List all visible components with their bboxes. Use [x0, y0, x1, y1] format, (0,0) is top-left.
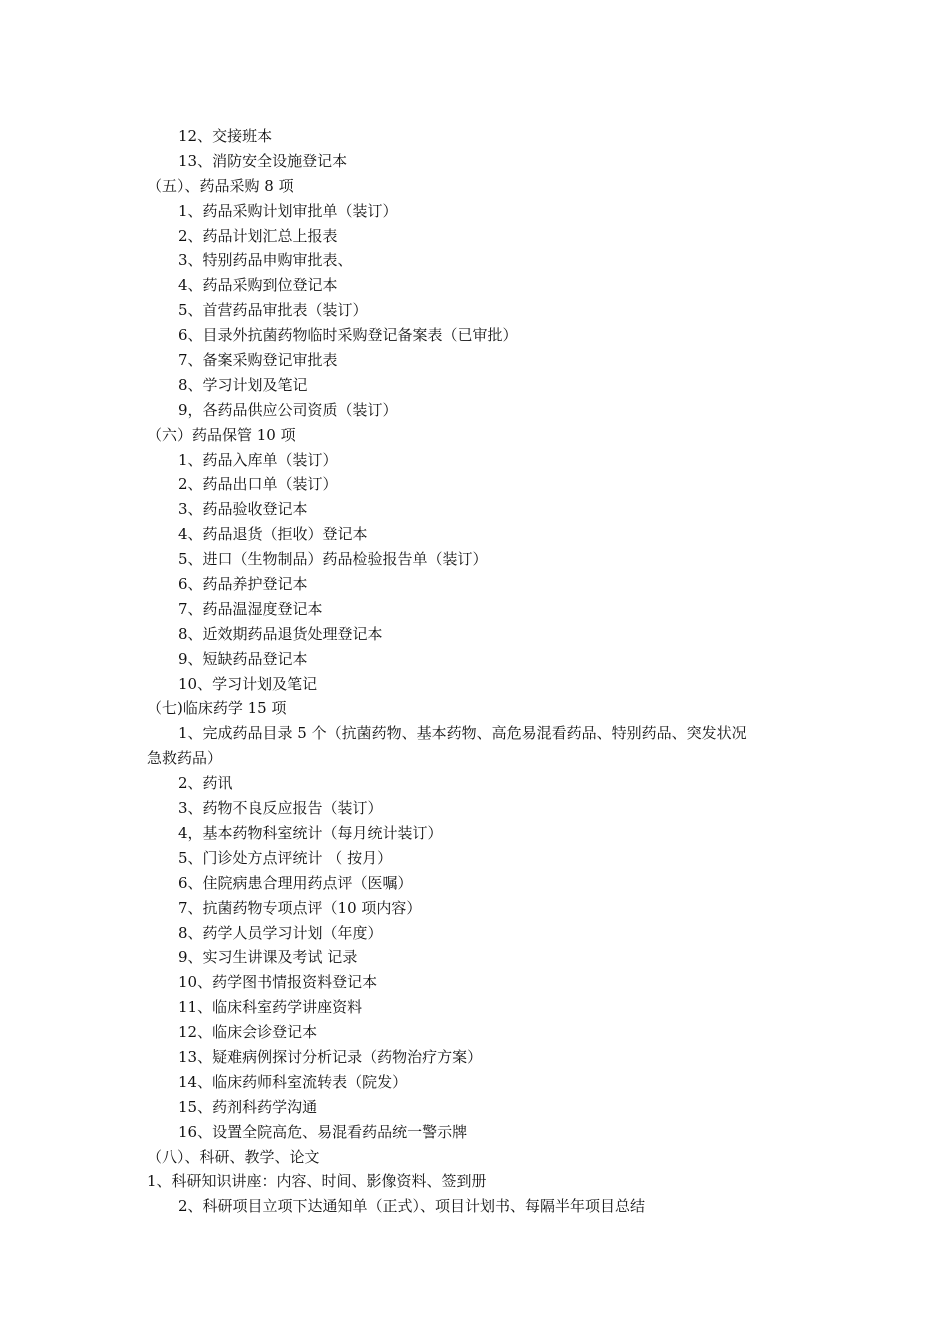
- list-item: 7、抗菌药物专项点评（10 项内容）: [178, 898, 422, 917]
- list-item: 3、药物不良反应报告（装订）: [178, 799, 383, 818]
- list-item: 7、备案采购登记审批表: [178, 351, 338, 370]
- section-heading: 1、科研知识讲座：内容、时间、影像资料、签到册: [147, 1172, 487, 1191]
- list-block-upper: [0, 124, 950, 721]
- list-item: 15、药剂科药学沟通: [178, 1097, 318, 1116]
- list-item: 10、学习计划及笔记: [178, 674, 318, 693]
- list-item: 3、药品验收登记本: [178, 500, 308, 519]
- list-item: 4、药品采购到位登记本: [178, 276, 338, 295]
- section-heading: （六）药品保管 10 项: [147, 425, 296, 444]
- list-item: 6、住院病患合理用药点评（医嘱）: [178, 873, 413, 892]
- list-block-lower: [0, 771, 950, 1219]
- list-item: 9、短缺药品登记本: [178, 649, 308, 668]
- list-item: 12、临床会诊登记本: [178, 1023, 318, 1042]
- list-item: 13、消防安全设施登记本: [178, 151, 348, 170]
- list-item: 8、近效期药品退货处理登记本: [178, 624, 383, 643]
- list-item: 8、药学人员学习计划（年度）: [178, 923, 383, 942]
- list-item: 9、实习生讲课及考试 记录: [178, 948, 358, 967]
- list-item: 14、临床药师科室流转表（院发）: [178, 1072, 408, 1091]
- list-item: 2、药讯: [178, 774, 233, 793]
- list-item-continuation: 急救药品）: [147, 749, 223, 768]
- list-item: 5、门诊处方点评统计 （ 按月）: [178, 848, 393, 867]
- list-item: 4，基本药物科室统计（每月统计装订）: [178, 823, 443, 842]
- list-item-text: 1、完成药品目录 5 个（抗菌药物、基本药物、高危易混看药品、特别药品、突发状况: [178, 724, 747, 743]
- list-item: 13、疑难病例探讨分析记录（药物治疗方案）: [178, 1047, 483, 1066]
- list-item: 6、药品养护登记本: [178, 575, 308, 594]
- list-item: 4、药品退货（拒收）登记本: [178, 525, 368, 544]
- section-heading: （七)临床药学 15 项: [147, 699, 287, 718]
- list-item-wrapped: [0, 721, 818, 771]
- list-item: 16、设置全院高危、易混看药品统一警示牌: [178, 1122, 468, 1141]
- section-heading: （八）、科研、教学、论文: [147, 1147, 320, 1166]
- list-item: 2、科研项目立项下达通知单（正式）、项目计划书、每隔半年项目总结: [178, 1197, 646, 1216]
- list-item: 12、交接班本: [178, 127, 273, 145]
- list-item: 1、药品入库单（装订）: [178, 450, 338, 469]
- list-item: 11、临床科室药学讲座资料: [178, 998, 363, 1017]
- list-item: 9，各药品供应公司资质（装订）: [178, 400, 398, 419]
- list-item: 1、药品采购计划审批单（装订）: [178, 201, 398, 220]
- list-item: 6、目录外抗菌药物临时采购登记备案表（已审批）: [178, 326, 518, 345]
- document-body: [0, 124, 950, 1219]
- list-item: 5、进口（生物制品）药品检验报告单（装订）: [178, 550, 488, 569]
- list-item: 10、药学图书情报资料登记本: [178, 973, 378, 992]
- list-item: 2、药品计划汇总上报表: [178, 226, 338, 245]
- list-item: 2、药品出口单（装订）: [178, 475, 338, 494]
- list-item: 5、首营药品审批表（装订）: [178, 301, 368, 320]
- section-heading: （五）、药品采购 8 项: [147, 176, 294, 195]
- list-item: 8、学习计划及笔记: [178, 375, 308, 394]
- list-item: 7、药品温湿度登记本: [178, 599, 323, 618]
- list-item: 3、特别药品申购审批表、: [178, 251, 353, 270]
